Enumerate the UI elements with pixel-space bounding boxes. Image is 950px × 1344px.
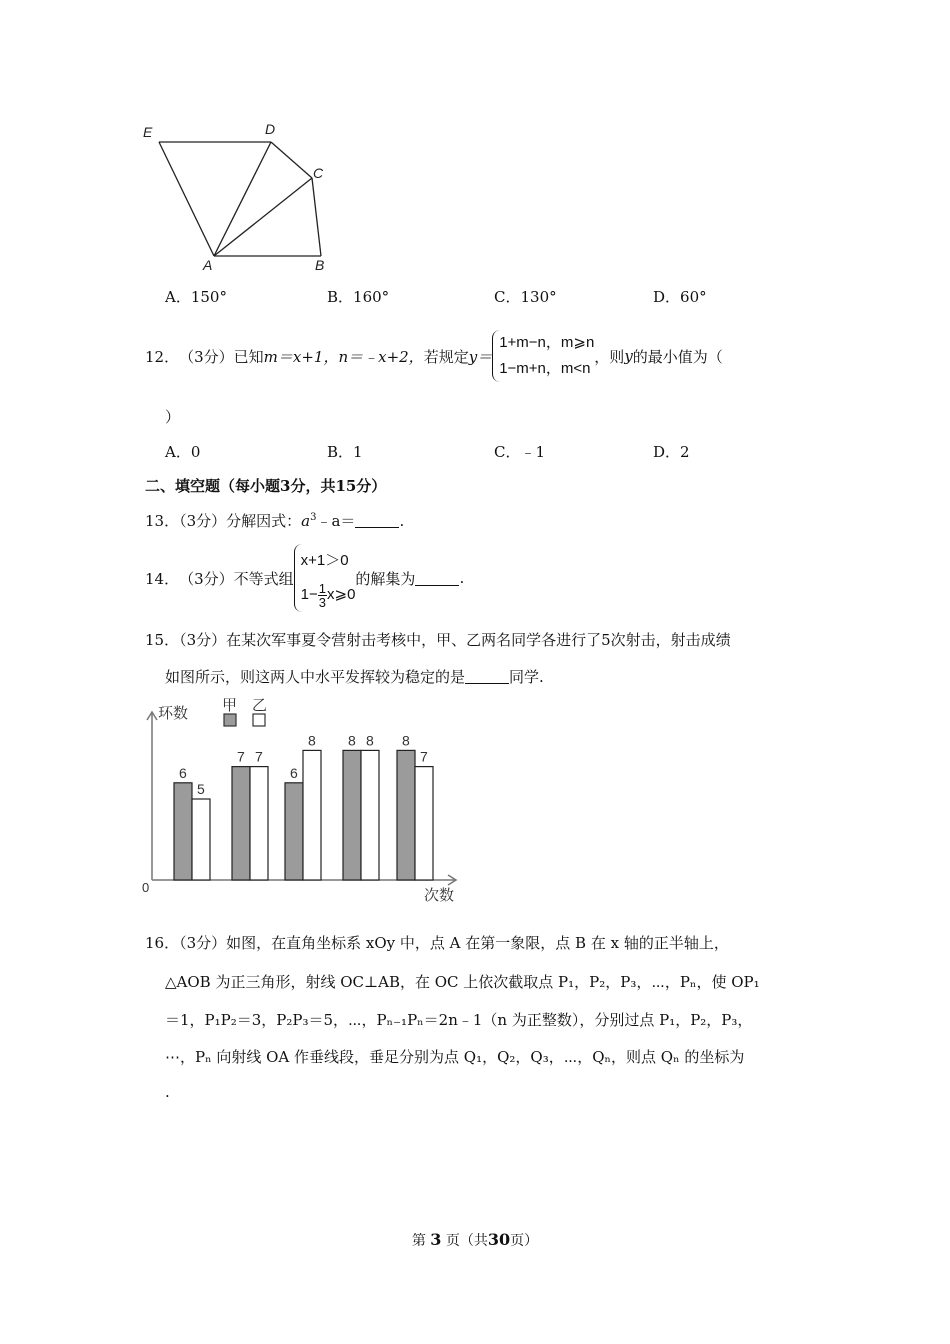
bar-label-jia-4: 8	[348, 732, 356, 749]
q14-ineq-1: x+1＞0	[300, 552, 349, 569]
q16-text-1: 如图，在直角坐标系 xOy 中，点 A 在第一象限，点 B 在 x 轴的正半轴上，	[226, 934, 729, 952]
q12-y: y	[624, 347, 633, 365]
q12-m-def: m＝x+1，	[263, 347, 339, 366]
label-b: B	[315, 257, 325, 273]
bar-label-jia-2: 7	[237, 748, 245, 765]
q13-score: （3分）	[179, 512, 227, 530]
q12-n-def: n＝﹣x+2，	[338, 347, 424, 366]
bar-yi-4	[361, 750, 379, 880]
q14-text: 不等式组	[233, 569, 294, 588]
q12-piecewise	[492, 330, 594, 382]
q12-text-d: 的最小值为（	[632, 347, 723, 366]
q11-option-a[interactable]: A．150°	[165, 288, 227, 306]
q16-number: 16．	[145, 934, 180, 952]
label-e: E	[143, 124, 153, 140]
q16-line-1	[145, 932, 729, 953]
legend-label-yi: 乙	[252, 697, 268, 714]
q11-option-d[interactable]: D．60°	[653, 288, 707, 306]
y-axis-label: 环数	[158, 705, 189, 722]
q16-line-4: ⋯，Pₙ 向射线 OA 作垂线段，垂足分别为点 Q₁，Q₂，Q₃，⋯，Qₙ，则点 Qₙ 的坐标为	[165, 1048, 745, 1066]
q16-score: （3分）	[179, 934, 227, 952]
q15-answer-blank[interactable]	[465, 669, 509, 684]
legend-swatch-jia	[224, 714, 236, 726]
bar-yi-5	[415, 767, 433, 880]
quadrilateral-figure	[135, 118, 335, 278]
label-c: C	[313, 165, 324, 181]
q14-end: .	[459, 569, 465, 587]
bar-label-jia-1: 6	[179, 764, 187, 781]
q14-answer-blank[interactable]	[415, 571, 459, 586]
q14-inequality-system	[294, 544, 356, 612]
q12-y-eq: y＝	[468, 347, 493, 366]
q13-expr-rest: ﹣a＝	[316, 512, 356, 530]
footer-page: 3	[430, 1230, 442, 1249]
q16-line-3: ＝1，P₁P₂＝3，P₂P₃＝5，⋯，Pₙ₋₁Pₙ＝2n﹣1（n 为正整数），分别过点 P₁，P₂，P₃，	[165, 1011, 753, 1029]
shooting-score-chart	[140, 692, 470, 907]
bar-label-jia-5: 8	[402, 732, 410, 749]
q15-line-1	[145, 629, 731, 650]
q11-option-b[interactable]: B．160°	[327, 288, 390, 306]
q13-number: 13．	[145, 512, 180, 530]
q12-text-b: 若规定	[423, 347, 469, 366]
section-2-heading: 二、填空题（每小题3分，共15分）	[145, 477, 387, 495]
q12-option-c[interactable]: C．﹣1	[494, 443, 546, 461]
q14-text2: 的解集为	[355, 569, 416, 588]
bar-jia-5	[397, 750, 415, 880]
q14-ineq-2	[301, 578, 356, 612]
q13-exponent: 3	[310, 512, 317, 523]
bar-label-yi-3: 8	[308, 732, 316, 749]
q14-ineq-2-a: 1−	[300, 586, 318, 603]
label-a: A	[203, 257, 213, 273]
q12-score: （3分）	[179, 347, 234, 366]
bar-yi-2	[250, 767, 268, 880]
bar-jia-1	[174, 783, 192, 880]
legend-label-jia: 甲	[222, 697, 238, 714]
q12-text-c: ，则	[594, 347, 625, 366]
bar-jia-2	[232, 767, 250, 880]
q13-text: 分解因式：	[226, 512, 302, 530]
q12-close: ）	[165, 408, 181, 426]
bar-yi-1	[192, 799, 210, 880]
legend-swatch-yi	[253, 714, 265, 726]
footer-b: 页（共	[445, 1233, 488, 1249]
q13-expr-a: a	[301, 512, 311, 530]
q14-fraction	[318, 582, 327, 609]
bar-yi-3	[303, 750, 321, 880]
q15-score: （3分）	[179, 631, 227, 649]
footer-total: 30	[487, 1230, 511, 1249]
q15-number: 15．	[145, 631, 180, 649]
q14-number: 14．	[145, 569, 180, 588]
q13-answer-blank[interactable]	[355, 513, 399, 528]
q14-stem	[145, 540, 464, 616]
q14-score: （3分）	[179, 569, 234, 588]
label-d: D	[265, 121, 276, 137]
bar-jia-4	[343, 750, 361, 880]
footer-c: 页）	[510, 1233, 539, 1249]
q12-option-b[interactable]: B．1	[327, 443, 363, 461]
q13-stem	[145, 510, 404, 531]
q16-line-2: △AOB 为正三角形，射线 OC⊥AB，在 OC 上依次截取点 P₁，P₂，P₃，⋯，Pₙ，使 OP₁	[165, 973, 760, 991]
bar-label-yi-5: 7	[420, 748, 428, 765]
footer-a: 第	[411, 1233, 426, 1249]
q15-text-2: 如图所示，则这两人中水平发挥较为稳定的是	[165, 668, 466, 686]
q15-text-2-end: 同学.	[509, 668, 544, 686]
q15-line-2	[165, 666, 544, 687]
q13-end: .	[399, 512, 405, 530]
q12-option-a[interactable]: A．0	[165, 443, 201, 461]
q14-frac-den: 3	[318, 594, 326, 610]
bar-label-yi-1: 5	[197, 781, 205, 797]
q12-case-2: 1−m+n，m<n	[499, 360, 591, 377]
origin-label: 0	[142, 880, 150, 895]
bar-label-jia-3: 6	[290, 764, 298, 781]
q12-case-1: 1+m−n，m⩾n	[499, 334, 595, 351]
bar-label-yi-2: 7	[255, 748, 263, 765]
q14-frac-num: 1	[318, 580, 326, 596]
q14-ineq-2-b: x⩾0	[327, 586, 356, 603]
x-axis-label: 次数	[424, 887, 455, 904]
q16-line-5: .	[165, 1083, 170, 1101]
q12-text-a: 已知	[233, 347, 264, 366]
bar-jia-3	[285, 783, 303, 880]
q15-text-1: 在某次军事夏令营射击考核中，甲、乙两名同学各进行了5次射击，射击成绩	[226, 631, 731, 649]
bar-label-yi-4: 8	[366, 732, 374, 749]
q12-number: 12．	[145, 347, 180, 366]
q11-option-c[interactable]: C．130°	[494, 288, 557, 306]
page-footer	[0, 1230, 950, 1250]
q12-stem	[145, 328, 723, 384]
q12-option-d[interactable]: D．2	[653, 443, 690, 461]
